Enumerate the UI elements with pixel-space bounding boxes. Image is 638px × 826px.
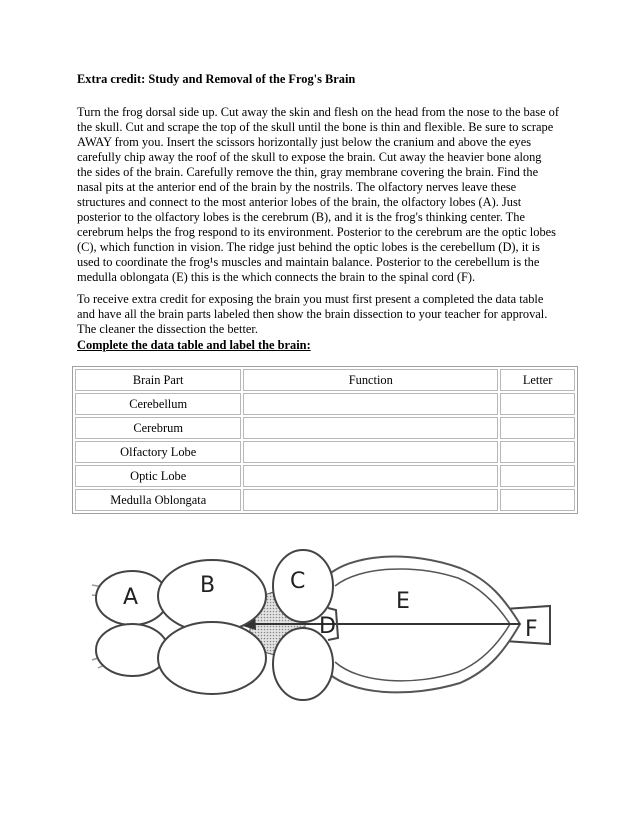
- cell-letter[interactable]: [500, 489, 575, 511]
- paragraph-line: AWAY from you. Insert the scissors horizontally just below the cranium and above the eyes: [77, 135, 532, 149]
- paragraph-line: used to coordinate the frog¹s muscles and maintain balance. Posterior to the cerebellum is the: [77, 255, 540, 269]
- paragraph-line: To receive extra credit for exposing the brain you must first present a completed the data table: [77, 292, 544, 306]
- paragraph-line: cerebrum helps the frog respond to its environment. Posterior to the cerebrum are the optic lobes: [77, 225, 556, 239]
- label-b: B: [200, 573, 216, 598]
- brain-parts-table: [72, 366, 578, 514]
- paragraph-line: (C), which function in vision. The ridge just behind the optic lobes is the cerebellum (D), it is: [77, 240, 540, 254]
- label-a: A: [123, 585, 139, 610]
- cell-brain-part: Medulla Oblongata: [75, 489, 241, 511]
- paragraph-line: carefully chip away the roof of the skull to expose the brain. Cut away the heavier bone along: [77, 150, 542, 164]
- cell-letter[interactable]: [500, 417, 575, 439]
- cell-brain-part: Optic Lobe: [75, 465, 241, 487]
- header-letter: Letter: [500, 369, 575, 391]
- cell-letter[interactable]: [500, 393, 575, 415]
- paragraph-line: and have all the brain parts labeled then show the brain dissection to your teacher for approval.: [77, 307, 548, 321]
- paragraph-line: structures and connect to the most anterior lobes of the brain, the olfactory lobes (A). Just: [77, 195, 522, 209]
- cell-brain-part: Cerebellum: [75, 393, 241, 415]
- paragraph-line: Turn the frog dorsal side up. Cut away the skin and flesh on the head from the nose to the base of: [77, 105, 559, 119]
- frog-brain-illustration: [80, 538, 560, 718]
- table-row: [75, 441, 575, 463]
- cell-function[interactable]: [243, 465, 498, 487]
- table-header-row: [75, 369, 575, 391]
- cell-function[interactable]: [243, 489, 498, 511]
- cell-brain-part: Cerebrum: [75, 417, 241, 439]
- paragraph-line: medulla oblongata (E) this is the which connects the brain to the spinal cord (F).: [77, 270, 476, 284]
- label-f: F: [525, 617, 538, 642]
- table-row: [75, 489, 575, 511]
- cell-brain-part: Olfactory Lobe: [75, 441, 241, 463]
- table-row: [75, 393, 575, 415]
- cell-function[interactable]: [243, 417, 498, 439]
- table-row: [75, 417, 575, 439]
- paragraph-line: the sides of the brain. Carefully remove the thin, gray membrane covering the brain. Find the: [77, 165, 539, 179]
- header-function: Function: [243, 369, 498, 391]
- header-brain-part: Brain Part: [75, 369, 241, 391]
- paragraph-line: posterior to the olfactory lobes is the cerebrum (B), and it is the frog's thinking center. The: [77, 210, 525, 224]
- page-title: Extra credit: Study and Removal of the Frog's Brain: [77, 72, 356, 86]
- instructions-paragraph: [77, 105, 559, 285]
- paragraph-line: nasal pits at the anterior end of the brain by the nostrils. The olfactory nerves leave these: [77, 180, 517, 194]
- cerebrum-lower-shape: [158, 622, 266, 694]
- cell-letter[interactable]: [500, 465, 575, 487]
- cell-function[interactable]: [243, 393, 498, 415]
- paragraph-line: the skull. Cut and scrape the top of the skull until the bone is thin and flexible. Be sure to scrape: [77, 120, 554, 134]
- extra-credit-paragraph: [77, 292, 547, 337]
- frog-brain-diagram: [80, 538, 560, 718]
- table-row: [75, 465, 575, 487]
- label-d: D: [319, 614, 336, 639]
- table-instructions-heading: Complete the data table and label the brain:: [77, 338, 311, 352]
- olfactory-lobe-lower-shape: [96, 624, 168, 676]
- label-e: E: [396, 589, 410, 614]
- label-c: C: [290, 569, 306, 594]
- cell-function[interactable]: [243, 441, 498, 463]
- cell-letter[interactable]: [500, 441, 575, 463]
- paragraph-line: The cleaner the dissection the better.: [77, 322, 258, 336]
